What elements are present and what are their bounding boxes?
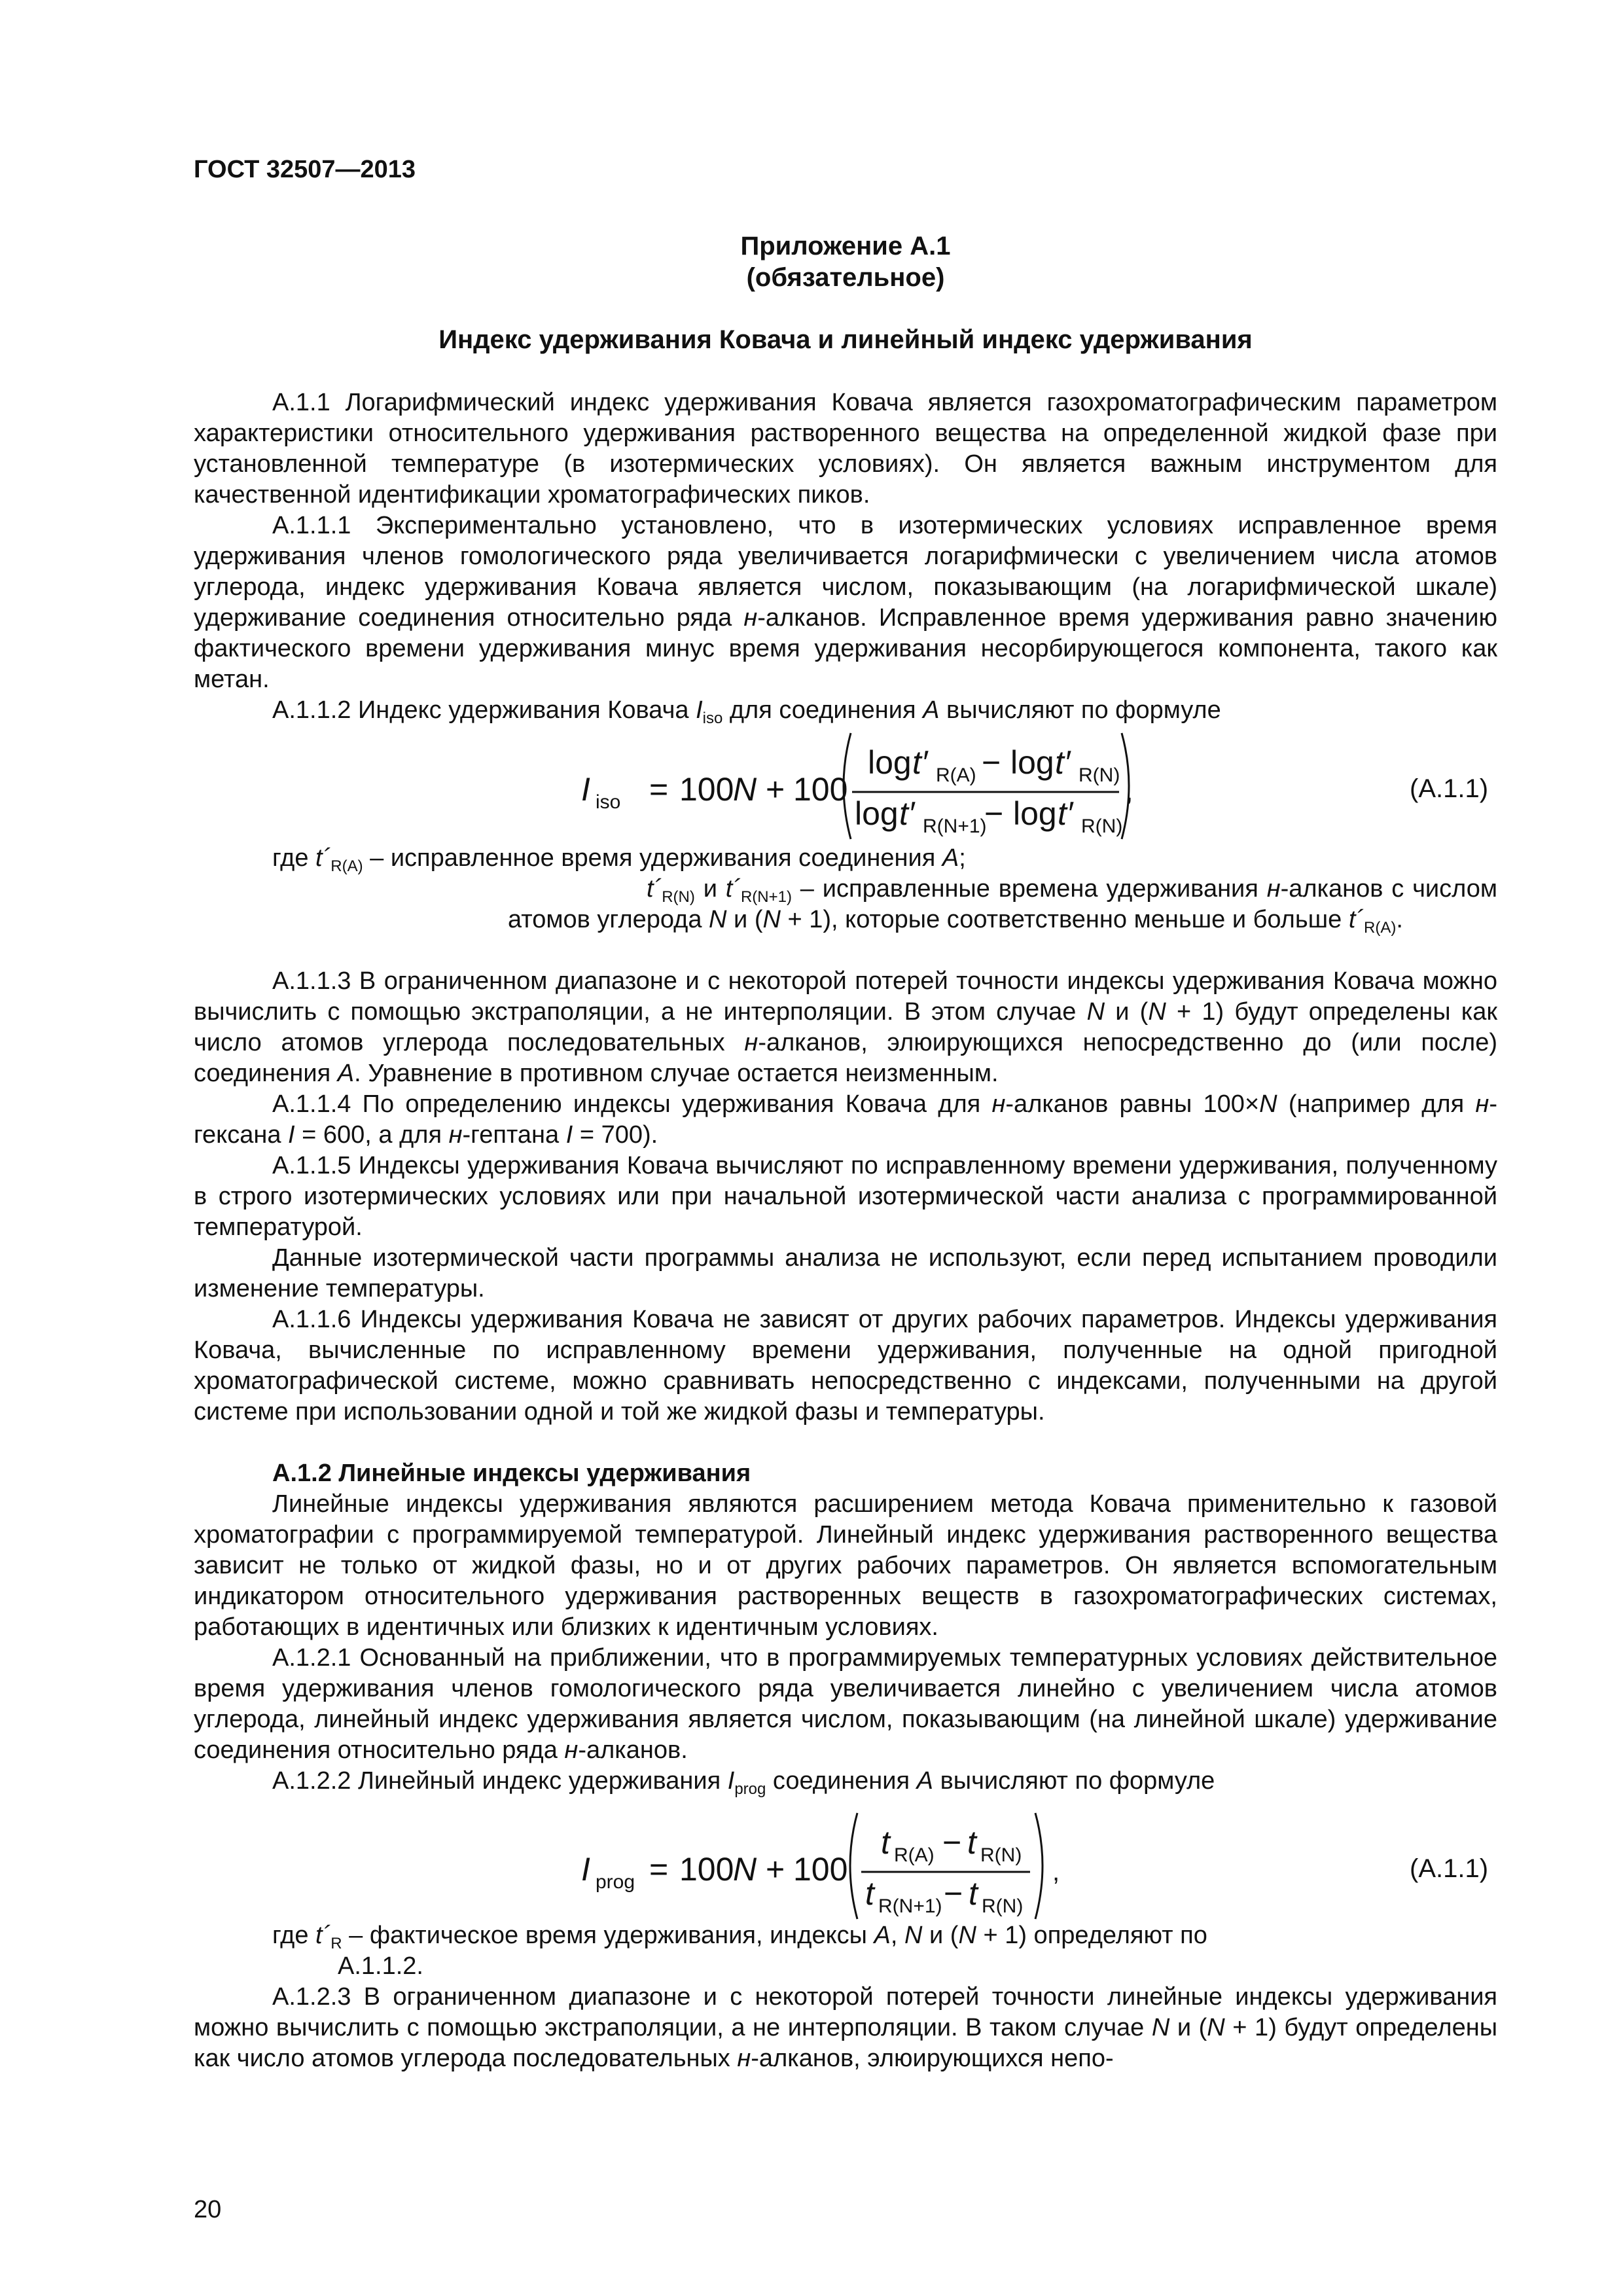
sub2-den-1: R(N+1) (878, 1895, 942, 1917)
paragraph-a122: А.1.2.2 Линейный индекс удерживания $I_{prog}$ соединения А вычисляют по формуле (272, 1767, 1215, 1798)
formula2-plus: + (766, 1851, 785, 1888)
minus-den: − (984, 795, 1004, 832)
where-block-1 (194, 843, 1497, 874)
formula2-equals: = (649, 1851, 669, 1888)
paragraph-a123: А.1.2.3 В ограниченном диапазоне и с некоторой потерей точности линейные индексы удерживания можно вычислить с помощью экстраполяции, а не интерполяции. В таком случае N и (N + 1) будут определены как число атомов углерода последовательных н-алканов, элюирующихся непо- (194, 1983, 1498, 2072)
where-block-2 (508, 874, 1497, 935)
formula-symbol-i: I (581, 771, 590, 808)
sub-den-1: R(N+1) (923, 816, 987, 837)
text-block-3 (194, 1920, 1497, 2074)
formula-plus: + (766, 771, 785, 808)
subsection-heading-a12: А.1.2 Линейные индексы удерживания (272, 1460, 751, 1487)
right-paren-2 (1035, 1813, 1043, 1919)
equation-number-1: (А.1.1) (1410, 774, 1489, 803)
formula-subscript-iso: iso (596, 791, 621, 813)
where-line-ref: А.1.1.2. (338, 1952, 423, 1980)
sub-num-1: R(A) (936, 764, 976, 786)
formula-coef-100a: 100 (679, 771, 734, 808)
t-den-1: t′ (899, 795, 915, 832)
formula2-symbol-n: N (733, 1851, 757, 1888)
paragraph-a112: А.1.1.2 Индекс удерживания Ковача $I_{iso}$ для соединения А вычисляют по формуле (272, 696, 1221, 727)
log-num-2: log (1010, 744, 1054, 781)
sub2-num-1: R(A) (894, 1844, 935, 1866)
formula2-comma: , (1052, 1857, 1060, 1886)
left-paren-2 (850, 1813, 857, 1919)
formula2-coef-100a: 100 (679, 1851, 734, 1888)
equation-number-2: (А.1.1) (1410, 1854, 1489, 1883)
paragraph-a113: А.1.1.3 В ограниченном диапазоне и с некоторой потерей точности индексы удерживания Ковача можно вычислить с помощью экстраполяции, а не интерполяции. В этом случае N и (N + 1) будут определены как число атомов углерода последовательных н-алканов, элюирующихся непосредственно до (или после) соединения А. Уравнение в противном случае остается неизменным. (194, 967, 1498, 1087)
paragraph-a111: А.1.1.1 Экспериментально установлено, что в изотермических условиях исправленное время удерживания членов гомологического ряда увеличивается логарифмически с увеличением числа атомов углерода, индекс удерживания Ковача является числом, показывающим (на логарифмической шкале) удерживание соединения относительно ряда н-алканов. Исправленное время удерживания равно значению фактического времени удерживания минус время удерживания несорбирующегося компонента, такого как метан. (194, 512, 1497, 693)
formula2-symbol-i: I (581, 1851, 590, 1888)
t-num-1: t′ (912, 744, 928, 781)
appendix-status: (обязательное) (746, 263, 945, 292)
minus2-num: − (942, 1824, 962, 1861)
minus2-den: − (944, 1875, 963, 1912)
minus-num: − (982, 744, 1001, 781)
where-line-trn: $t´_{R(N)}$ и $t´_{R(N+1)}$ – исправленные времена удерживания н-алканов с числом атомов углерода N и (N + 1), которые соответственно меньше и больше $t´_{R(A)}$. (508, 875, 1497, 937)
t-num-2: t′ (1055, 744, 1071, 781)
paragraph-a115: А.1.1.5 Индексы удерживания Ковача вычисляют по исправленному времени удерживания, полученному в строго изотермических условиях или при начальной изотермической части анализа с программированной температурой. (194, 1152, 1497, 1241)
formula-coef-100b: 100 (793, 771, 848, 808)
t2-num-2: t (967, 1824, 976, 1861)
formula-linear-index (563, 1806, 1099, 1924)
formula2-coef-100b: 100 (793, 1851, 848, 1888)
document-header: ГОСТ 32507—2013 (194, 156, 416, 183)
paragraph-isothermal: Данные изотермической части программы анализа не используют, если перед испытанием проводили изменение температуры. (194, 1244, 1497, 1302)
t-den-2: t′ (1058, 795, 1073, 832)
formula-kovats-index (563, 726, 1152, 844)
log-den-2: log (1013, 795, 1057, 832)
t2-num-1: t (881, 1824, 890, 1861)
sub2-den-2: R(N) (982, 1895, 1024, 1917)
formula-comma: , (1126, 778, 1133, 806)
paragraph-a11: А.1.1 Логарифмический индекс удерживания Ковача является газохроматографическим параметром характеристики относительного удерживания растворенного вещества на определенной жидкой фазе при установленной температуре (в изотермических условиях). Он является важным инструментом для качественной идентификации хроматографических пиков. (194, 389, 1497, 509)
paragraph-a114: А.1.1.4 По определению индексы удерживания Ковача для н-алканов равны 100×N (например для н-гексана I = 600, а для н-гептана I = 700). (194, 1090, 1497, 1149)
text-block-1 (194, 387, 1497, 726)
sub-num-2: R(N) (1079, 764, 1120, 786)
t2-den-2: t (969, 1875, 978, 1912)
log-den-1: log (855, 795, 899, 832)
text-block-2 (194, 966, 1497, 1797)
formula-symbol-n: N (733, 771, 757, 808)
paragraph-a116: А.1.1.6 Индексы удерживания Ковача не зависят от других рабочих параметров. Индексы удерживания Ковача, вычисленные по исправленному времени удерживания, полученные на одной пригодной хроматографической системе, можно сравнивать непосредственно с индексами, полученными на другой системе при использовании одной и той же жидкой фазы и температуры. (194, 1306, 1497, 1426)
formula2-subscript-prog: prog (596, 1871, 635, 1893)
where-line-tr: где $t´_R$ – фактическое время удерживания, индексы А, N и (N + 1) определяют по (272, 1922, 1207, 1952)
paragraph-a121: А.1.2.1 Основанный на приближении, что в программируемых температурных условиях действительное время удерживания членов гомологического ряда увеличивается линейно с увеличением числа атомов углерода, линейный индекс удерживания является числом, показывающим (на линейной шкале) удерживание соединения относительно ряда н-алканов. (194, 1644, 1497, 1764)
section-title: Индекс удерживания Ковача и линейный индекс удерживания (438, 325, 1253, 354)
appendix-title: Приложение А.1 (740, 232, 951, 260)
formula-equals: = (649, 771, 669, 808)
paragraph-a12: Линейные индексы удерживания являются расширением метода Ковача применительно к газовой хроматографии с программируемой температурой. Линейный индекс удерживания растворенного вещества зависит не только от жидкой фазы, но и от других рабочих параметров. Он является вспомогательным индикатором относительного удерживания растворенных веществ в газохроматографических системах, работающих в идентичных или близких к идентичным условиях. (194, 1490, 1497, 1641)
log-num-1: log (868, 744, 912, 781)
sub-den-2: R(N) (1081, 816, 1123, 837)
where-line-tra: где $t´_{R(A)}$ – исправленное время удерживания соединения А; (272, 844, 966, 875)
sub2-num-2: R(N) (980, 1844, 1022, 1866)
t2-den-1: t (865, 1875, 874, 1912)
page-number: 20 (194, 2196, 222, 2223)
